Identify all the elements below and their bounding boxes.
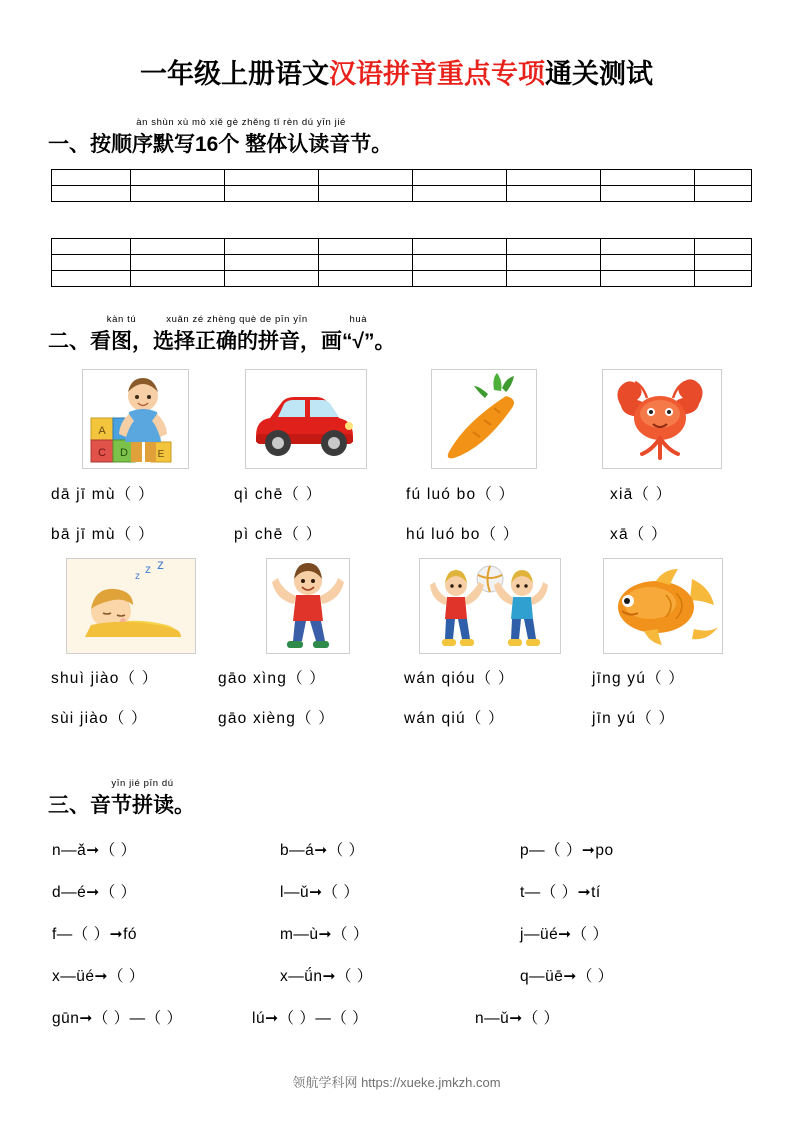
section-2-ruby-b xyxy=(153,314,321,355)
table-cell[interactable] xyxy=(507,255,601,271)
section-2-text-b: 选择正确的拼音， xyxy=(153,330,321,353)
choice-b-4[interactable]: xā（ ） xyxy=(610,526,668,543)
svg-text:z: z xyxy=(157,559,164,572)
table-row[interactable] xyxy=(52,239,752,255)
table-cell[interactable] xyxy=(507,239,601,255)
table-cell[interactable] xyxy=(413,239,507,255)
table-cell[interactable] xyxy=(695,255,752,271)
section-3-pinyin: yīn jié pīn dú xyxy=(111,778,174,789)
section-3-number: 三、 xyxy=(48,794,90,817)
table-cell[interactable] xyxy=(225,239,319,255)
table-cell[interactable] xyxy=(319,186,413,202)
answer-table-2[interactable] xyxy=(51,238,752,287)
choice-b-2[interactable]: pì chē（ ） xyxy=(234,526,323,543)
choice-a-2[interactable]: qì chē（ ） xyxy=(234,486,323,503)
q3-row2-col3[interactable]: t—（ ）➞tí xyxy=(520,884,601,901)
svg-text:A: A xyxy=(98,425,106,437)
choice-b-3[interactable]: hú luó bo（ ） xyxy=(406,526,520,543)
sleeping-girl-icon xyxy=(67,559,195,653)
choice-c-1[interactable]: shuì jiào（ ） xyxy=(51,670,159,687)
q3-row4-col2[interactable]: x—ǘn➞（ ） xyxy=(280,968,373,985)
lobster-icon xyxy=(603,370,721,468)
table-cell[interactable] xyxy=(413,255,507,271)
q3-row5-col3[interactable]: n—ǔ➞（ ） xyxy=(475,1010,560,1027)
q3-row1-col1[interactable]: n—ǎ➞（ ） xyxy=(52,842,137,859)
q3-row4-col3[interactable]: q—üē➞（ ） xyxy=(520,968,614,985)
table-cell[interactable] xyxy=(131,239,225,255)
happy-boy-icon xyxy=(267,559,349,653)
table-row[interactable] xyxy=(52,170,752,186)
section-1-heading xyxy=(48,117,393,158)
section-2-text-c: 画“√”。 xyxy=(321,330,396,353)
section-1-pinyin: àn shùn xù mò xiě gè zhěng tǐ rèn dú yīn jié xyxy=(136,117,346,128)
choice-d-3[interactable]: wán qiú（ ） xyxy=(404,710,505,727)
picture-lobster xyxy=(602,369,722,469)
q3-row1-col2[interactable]: b—á➞（ ） xyxy=(280,842,365,859)
picture-happy-boy xyxy=(266,558,350,654)
table-cell[interactable] xyxy=(413,170,507,186)
carrot-icon xyxy=(432,370,536,468)
q3-row3-col1[interactable]: f—（ ）➞fó xyxy=(52,926,138,943)
table-cell[interactable] xyxy=(52,255,131,271)
q3-row1-col3[interactable]: p—（ ）➞po xyxy=(520,842,614,859)
choice-d-1[interactable]: sùi jiào（ ） xyxy=(51,710,148,727)
table-cell[interactable] xyxy=(131,186,225,202)
table-cell[interactable] xyxy=(52,239,131,255)
table-cell[interactable] xyxy=(225,186,319,202)
table-cell[interactable] xyxy=(413,186,507,202)
choice-d-2[interactable]: gāo xièng（ ） xyxy=(218,710,335,727)
goldfish-icon xyxy=(604,559,722,653)
picture-sleeping-girl xyxy=(66,558,196,654)
page-title xyxy=(0,52,793,91)
choice-a-3[interactable]: fú luó bo（ ） xyxy=(406,486,516,503)
choice-c-2[interactable]: gāo xìng（ ） xyxy=(218,670,326,687)
svg-text:z: z xyxy=(145,562,151,576)
table-cell[interactable] xyxy=(131,255,225,271)
table-cell[interactable] xyxy=(319,255,413,271)
table-cell[interactable] xyxy=(131,170,225,186)
table-row[interactable] xyxy=(52,186,752,202)
building-blocks-icon xyxy=(83,370,188,468)
picture-building-blocks xyxy=(82,369,189,469)
table-cell[interactable] xyxy=(52,170,131,186)
table-cell[interactable] xyxy=(413,271,507,287)
footer-watermark: 领航学科网 https://xueke.jmkzh.com xyxy=(292,1075,501,1090)
title-part-red: 汉语拼音重点专项 xyxy=(329,59,545,89)
table-cell[interactable] xyxy=(507,271,601,287)
table-cell[interactable] xyxy=(52,271,131,287)
svg-text:z: z xyxy=(135,571,140,582)
table-cell[interactable] xyxy=(601,186,695,202)
table-cell[interactable] xyxy=(131,271,225,287)
table-cell[interactable] xyxy=(507,186,601,202)
title-part1: 一年级上册语文 xyxy=(140,59,329,89)
table-cell[interactable] xyxy=(319,170,413,186)
svg-text:D: D xyxy=(120,447,128,459)
section-3-text: 音节拼读。 xyxy=(90,794,195,817)
table-cell[interactable] xyxy=(225,170,319,186)
section-2-ruby-c xyxy=(321,314,396,355)
section-2-pinyin-b: xuǎn zé zhèng què de pīn yīn xyxy=(166,314,308,325)
red-car-icon xyxy=(246,370,366,468)
svg-text:C: C xyxy=(98,447,106,459)
table-cell[interactable] xyxy=(695,239,752,255)
section-2-text-a: 看图， xyxy=(90,330,153,353)
table-cell[interactable] xyxy=(319,271,413,287)
section-1-text: 按顺序默写16个 整体认读音节。 xyxy=(90,133,393,156)
title-part2: 通关测试 xyxy=(545,59,653,89)
table-cell[interactable] xyxy=(601,271,695,287)
table-cell[interactable] xyxy=(695,271,752,287)
table-cell[interactable] xyxy=(695,186,752,202)
table-cell[interactable] xyxy=(601,239,695,255)
choice-a-4[interactable]: xiā（ ） xyxy=(610,486,673,503)
section-2-ruby-a xyxy=(90,314,153,355)
table-cell[interactable] xyxy=(507,170,601,186)
section-3-title-ruby xyxy=(90,778,195,819)
svg-text:E: E xyxy=(157,449,165,460)
table-row[interactable] xyxy=(52,271,752,287)
table-cell[interactable] xyxy=(601,170,695,186)
section-2-number: 二、 xyxy=(48,330,90,353)
q3-row3-col2[interactable]: m—ù➞（ ） xyxy=(280,926,369,943)
q3-row4-col1[interactable]: x—üé➞（ ） xyxy=(52,968,145,985)
section-1-title-ruby xyxy=(90,117,393,158)
choice-d-4[interactable]: jīn yú（ ） xyxy=(592,710,676,727)
table-cell[interactable] xyxy=(319,239,413,255)
picture-goldfish xyxy=(603,558,723,654)
table-cell[interactable] xyxy=(225,271,319,287)
section-2-pinyin-a: kàn tú xyxy=(106,314,137,325)
choice-c-3[interactable]: wán qióu（ ） xyxy=(404,670,515,687)
table-cell[interactable] xyxy=(601,255,695,271)
section-3-heading xyxy=(48,778,195,819)
picture-carrot xyxy=(431,369,537,469)
boys-playing-ball-icon xyxy=(420,559,560,653)
q3-row5-col1[interactable]: gūn➞（ ）—（ ） xyxy=(52,1010,183,1027)
table-cell[interactable] xyxy=(225,255,319,271)
section-1-number: 一、 xyxy=(48,133,90,156)
table-row[interactable] xyxy=(52,255,752,271)
choice-b-1[interactable]: bā jī mù（ ） xyxy=(51,526,155,543)
picture-boys-playing-ball xyxy=(419,558,561,654)
choice-a-1[interactable]: dā jī mù（ ） xyxy=(51,486,155,503)
picture-red-car xyxy=(245,369,367,469)
q3-row2-col2[interactable]: l—ǔ➞（ ） xyxy=(280,884,360,901)
table-cell[interactable] xyxy=(695,170,752,186)
answer-table-1[interactable] xyxy=(51,169,752,202)
table-cell[interactable] xyxy=(52,186,131,202)
q3-row3-col3[interactable]: j—üé➞（ ） xyxy=(520,926,609,943)
section-2-pinyin-c: huà xyxy=(349,314,368,325)
section-2-heading xyxy=(48,314,396,355)
q3-row2-col1[interactable]: d—é➞（ ） xyxy=(52,884,137,901)
q3-row5-col2[interactable]: lú➞（ ）—（ ） xyxy=(252,1010,369,1027)
choice-c-4[interactable]: jīng yú（ ） xyxy=(592,670,685,687)
